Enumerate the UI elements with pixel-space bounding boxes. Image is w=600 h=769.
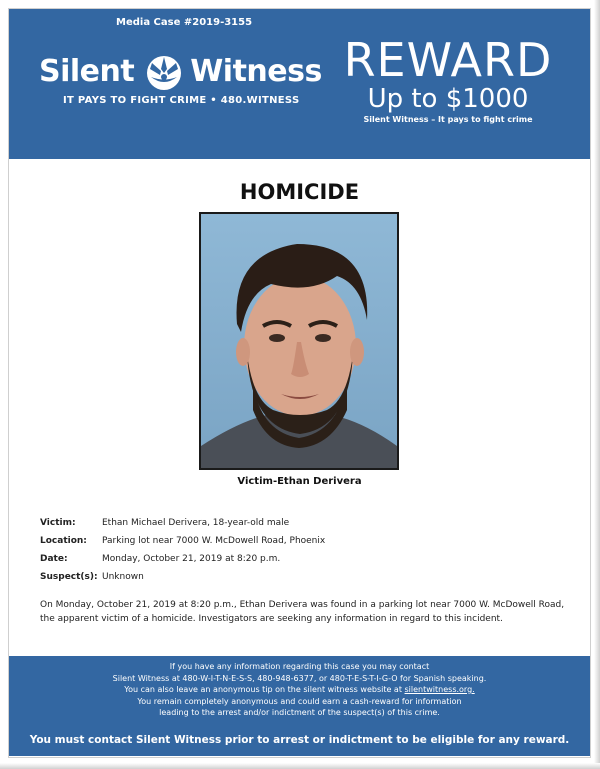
eye-shield-icon	[142, 51, 186, 91]
detail-label: Suspect(s):	[40, 572, 98, 582]
logo-word-silent: Silent	[39, 53, 135, 89]
detail-value: Unknown	[102, 572, 144, 582]
detail-label: Date:	[40, 554, 68, 564]
crime-title: HOMICIDE	[239, 180, 360, 204]
victim-portrait-image	[201, 214, 397, 468]
detail-value: Ethan Michael Derivera, 18-year-old male	[102, 518, 290, 528]
logo-tagline: IT PAYS TO FIGHT CRIME • 480.WITNESS	[63, 95, 300, 106]
website-link[interactable]: silentwitness.org.	[404, 685, 475, 694]
page-edge-shadow-bottom	[0, 763, 600, 769]
reward-subtitle: Silent Witness – It pays to fight crime	[363, 115, 533, 124]
footer-line: If you have any information regarding this case you may contact	[169, 662, 430, 671]
footer-line: leading to the arrest and/or indictment of the suspect(s) of this crime.	[159, 708, 440, 717]
detail-row-location	[40, 532, 325, 550]
case-narrative: On Monday, October 21, 2019 at 8:20 p.m., Ethan Derivera was found in a parking lot near 7000 W. McDowell Road, the apparent victim of a homicide. Investigators are seeking any information in regard to this incident.	[40, 600, 565, 624]
footer-line: Silent Witness at 480-W-I-T-N-E-S-S, 480-948-6377, or 480-T-E-S-T-I-G-O for Spanish speaking.	[112, 673, 487, 683]
detail-row-date	[40, 550, 325, 568]
header-banner	[9, 9, 590, 159]
victim-photo	[199, 212, 399, 470]
reward-eligibility-notice: You must contact Silent Witness prior to arrest or indictment to be eligible for any reward.	[29, 734, 570, 746]
footer-line	[9, 684, 590, 696]
footer-line: You remain completely anonymous and could earn a cash-reward for information	[137, 696, 462, 706]
photo-caption: Victim-Ethan Derivera	[237, 476, 362, 487]
footer-banner	[9, 656, 590, 756]
footer-line-text: You can also leave an anonymous tip on the silent witness website at	[124, 685, 405, 694]
logo-word-witness: Witness	[190, 53, 322, 89]
detail-row-victim	[40, 514, 325, 532]
media-case-number: Media Case #2019-3155	[116, 17, 253, 28]
detail-label: Location:	[40, 536, 87, 546]
case-details	[40, 514, 325, 586]
detail-label: Victim:	[40, 518, 76, 528]
reward-heading: REWARD	[343, 33, 553, 87]
page-edge-shadow	[594, 0, 600, 769]
detail-row-suspects	[40, 568, 325, 586]
detail-value: Parking lot near 7000 W. McDowell Road, Phoenix	[102, 536, 326, 546]
reward-amount: Up to $1000	[367, 84, 529, 114]
detail-value: Monday, October 21, 2019 at 8:20 p.m.	[102, 554, 281, 564]
silent-witness-logo	[39, 51, 322, 91]
footer-contact-info	[9, 656, 590, 719]
